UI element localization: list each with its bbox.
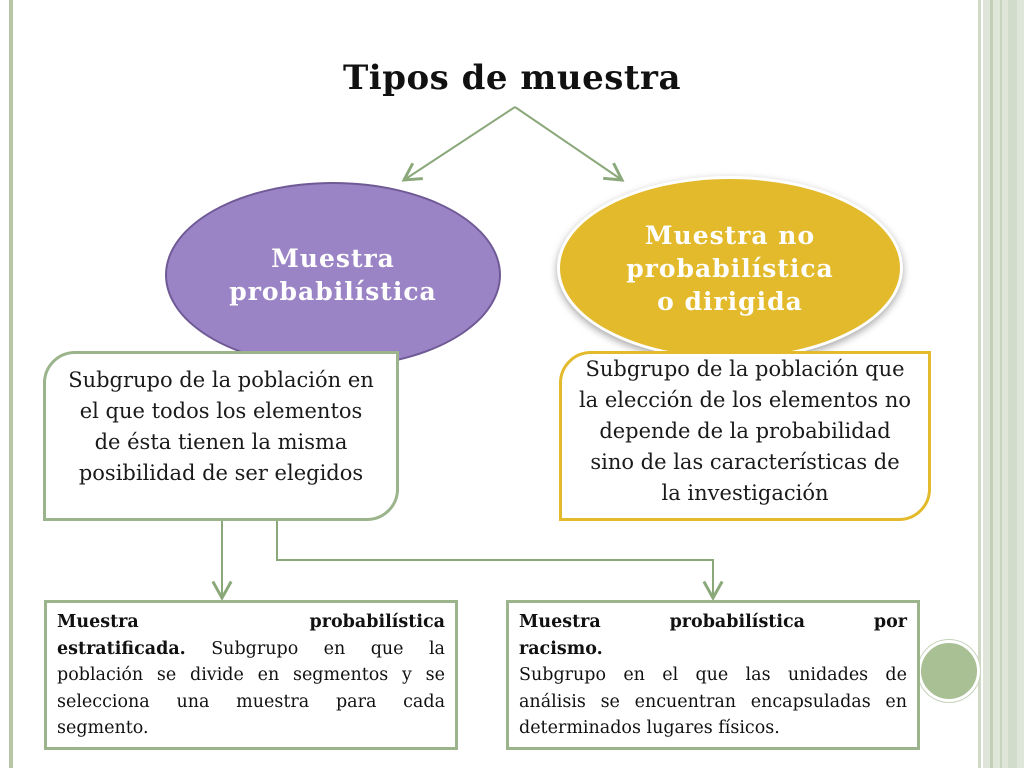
node-label-line: probabilística <box>229 277 437 306</box>
node-label-line: o dirigida <box>657 286 803 316</box>
subtype-heading-cont: estratificada. <box>57 638 186 659</box>
subtype-estratificada <box>44 600 458 750</box>
node-muestra-probabilistica <box>165 182 501 368</box>
subtype-text: Subgrupo en que la población se divide en segmentos y se selecciona una muestra para cada segmento. <box>57 638 445 738</box>
subtype-heading: Muestra probabilística <box>57 612 445 632</box>
arrow-to-racimo <box>277 521 713 598</box>
arrow-to-probabilistica <box>404 107 515 180</box>
description-probabilistica: Subgrupo de la población en el que todos los elementos de ésta tienen la misma posibilidad de ser elegidos <box>43 351 399 521</box>
subtype-racimo <box>506 600 920 750</box>
description-no-probabilistica: Subgrupo de la población que la elección de los elementos no depende de la probabilidad sino de las características de la investigación <box>559 351 931 521</box>
node-label-line: Muestra <box>271 244 395 273</box>
node-label-line: probabilística <box>626 253 834 283</box>
node-muestra-no-probabilistica <box>557 176 903 360</box>
subtype-heading-cont: racismo. <box>519 638 603 659</box>
subtype-heading: Muestra probabilística por <box>519 612 907 632</box>
arrow-to-no-probabilistica <box>515 107 622 180</box>
node-label-line: Muestra no <box>644 220 816 250</box>
subtype-text: Subgrupo en el que las unidades de análisis se encuentran encapsuladas en determinados lugares físicos. <box>519 665 907 738</box>
page-title: Tipos de muestra <box>342 58 681 98</box>
